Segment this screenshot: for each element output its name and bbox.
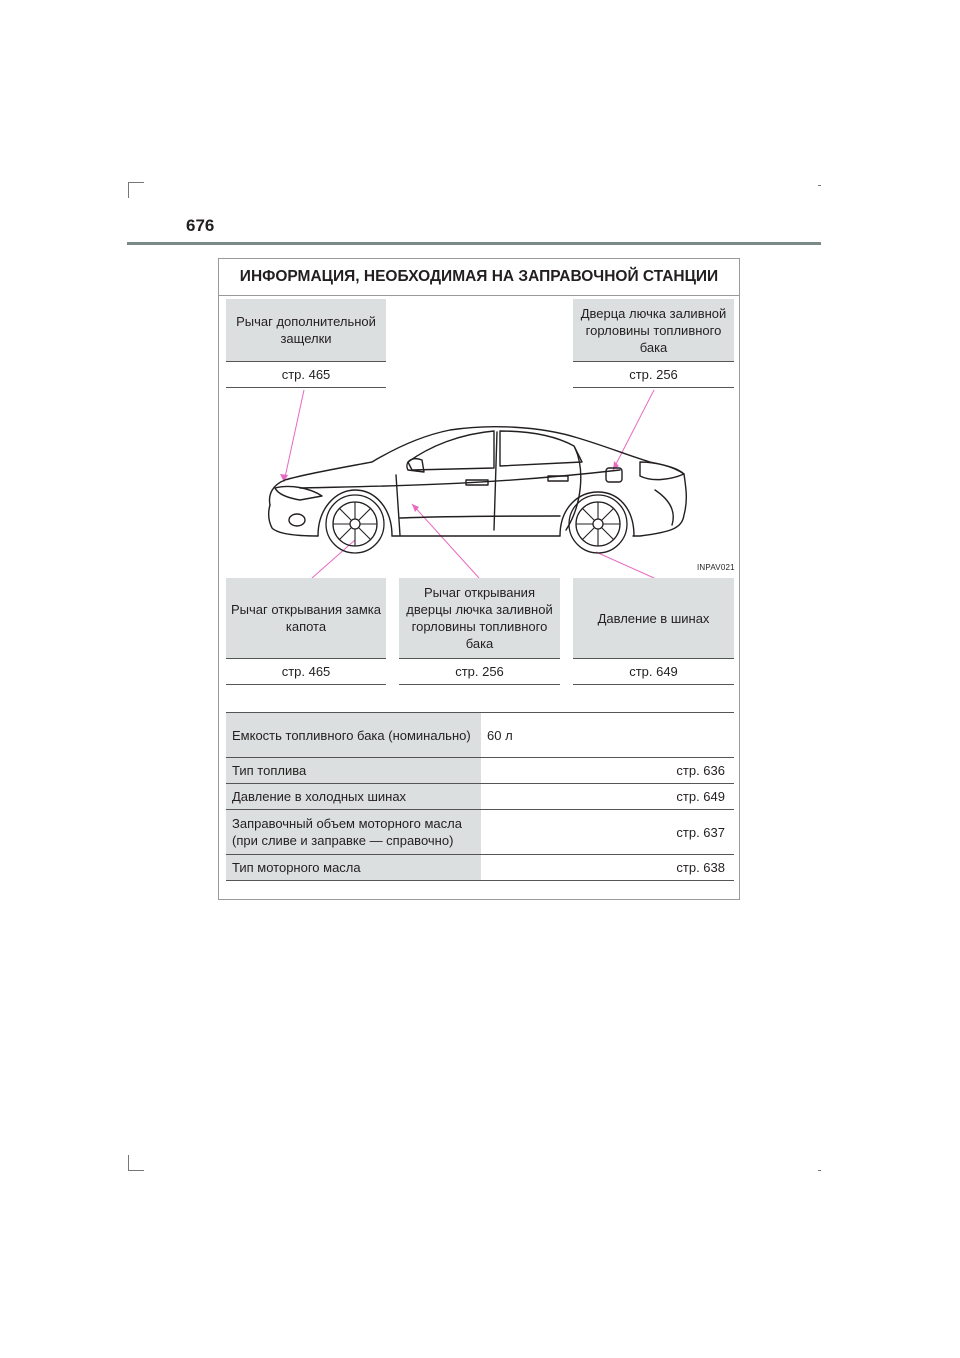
spec-value: 60 л [481,713,734,758]
page-number: 676 [186,216,215,235]
leader-lines [284,390,654,578]
leader-fuel-door-release [412,504,479,578]
table-row [226,784,734,810]
spec-key: Тип моторного масла [226,855,481,881]
spec-key: Давление в холодных шинах [226,784,481,810]
table-row [226,810,734,855]
spec-value: стр. 637 [481,810,734,855]
spec-value: стр. 638 [481,855,734,881]
callout-hood-release-label: Рычаг открывания замка капота [231,602,381,634]
spec-key: Емкость топливного бака (номинально) [226,713,481,758]
callout-tire-pressure [573,578,734,659]
spec-value: стр. 649 [481,784,734,810]
spec-value: стр. 636 [481,758,734,784]
table-row [226,713,734,758]
crop-mark-bottom-right [818,1170,821,1171]
crop-mark-bottom-left-v [128,1155,129,1171]
spec-key: Тип топлива [226,758,481,784]
ref-hood-release: стр. 465 [226,659,386,685]
table-row [226,758,734,784]
ref-fuel-door: стр. 256 [573,362,734,388]
figure-code: INPAV021 [697,563,735,572]
callout-fuel-door-release-label: Рычаг открывания дверцы лючка заливной горловины топливного бака [406,585,553,651]
spec-table [226,712,734,881]
section-title: ИНФОРМАЦИЯ, НЕОБХОДИМАЯ НА ЗАПРАВОЧНОЙ СТАНЦИИ [219,259,739,296]
spec-key: Заправочный объем моторного масла (при сливе и заправке — справочно) [226,810,481,855]
leader-fuel-door [613,390,654,470]
leader-secondary-latch [284,390,304,482]
ref-tire-pressure: стр. 649 [573,659,734,685]
callout-hood-release [226,578,386,659]
leader-tire-pressure [596,552,654,578]
callout-tire-pressure-label: Давление в шинах [597,610,710,626]
crop-mark-bottom-left-h [128,1170,144,1171]
callout-secondary-latch-label: Рычаг дополнительной защелки [236,314,376,346]
table-row [226,855,734,881]
ref-secondary-latch: стр. 465 [226,362,386,388]
callout-fuel-door-release [399,578,560,659]
ref-fuel-door-release: стр. 256 [399,659,560,685]
callout-fuel-door-label: Дверца лючка заливной горловины топливного бака [580,305,727,355]
